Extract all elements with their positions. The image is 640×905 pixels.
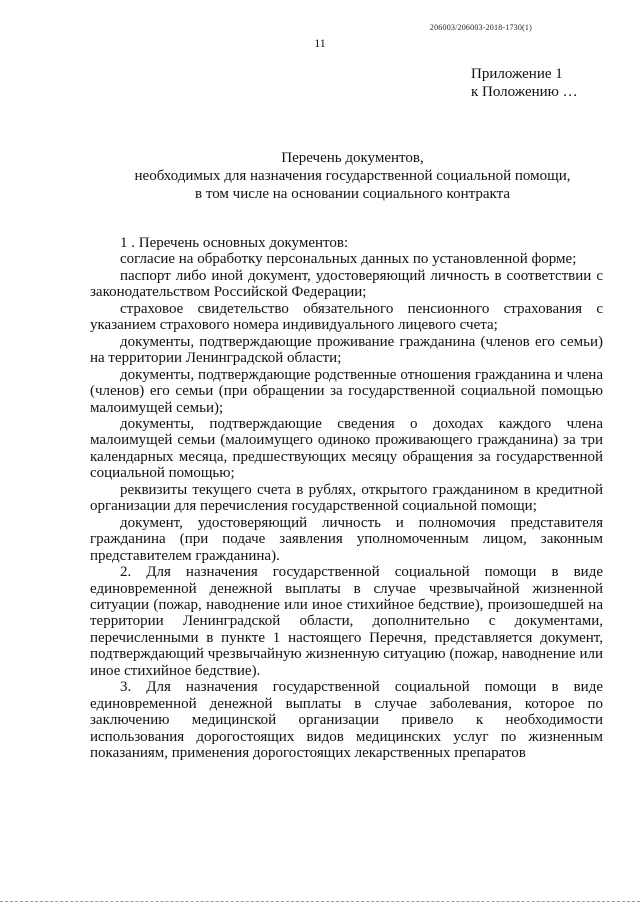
paragraph-consent: согласие на обработку персональных данных по установленной форме; [120, 251, 577, 268]
heading-line-3: в том числе на основании социального контракта [195, 186, 510, 202]
paragraph-residence-documents: документы, подтверждающие проживание гражданина (членов его семьи) на территории Ленинградской области; [90, 333, 603, 367]
paragraph-passport: паспорт либо иной документ, удостоверяющий личность в соответствии с законодательством Российской Федерации; [90, 267, 603, 301]
paragraph-section-1-title: 1 . Перечень основных документов: [120, 235, 349, 251]
page-number: 11 [314, 36, 326, 50]
document-heading [90, 149, 615, 203]
document-body [90, 235, 603, 762]
paragraph-bank-details: реквизиты текущего счета в рублях, открытого гражданином в кредитной организации для перечисления государственной социальной помощи; [90, 481, 603, 515]
heading-line-1: Перечень документов, [281, 150, 424, 166]
paragraph-family-relation-documents: документы, подтверждающие родственные отношения гражданина и члена (членов) его семьи (при обращении за государственной социальной помощью малоимущей семьи); [90, 366, 603, 416]
paragraph-insurance-certificate: страховое свидетельство обязательного пенсионного страхования с указанием страхового номера индивидуального лицевого счета; [90, 300, 603, 334]
paragraph-income-documents: документы, подтверждающие сведения о доходах каждого члена малоимущей семьи (малоимущего одиноко проживающего гражданина) за три календарных месяца, предшествующих месяцу обращения за государственной социальной помощью; [90, 415, 603, 482]
scan-bottom-edge [0, 901, 640, 902]
appendix-line-1: Приложение 1 [471, 66, 563, 82]
paragraph-section-3: 3. Для назначения государственной социальной помощи в виде единовременной денежной выплаты в случае заболевания, которое по заключению медицинской организации привело к необходимости использования дорогостоящих видов медицинских услуг по жизненным показаниям, применения дорогостоящих лекарственных препаратов [90, 679, 603, 762]
document-code: 206003/206003-2018-1730(1) [429, 23, 532, 32]
heading-line-2: необходимых для назначения государственной социальной помощи, [134, 168, 571, 184]
paragraph-representative-document: документ, удостоверяющий личность и полномочия представителя гражданина (при подаче заявления уполномоченным лицом, законным представителем гражданина). [90, 514, 603, 564]
appendix-line-2: к Положению … [471, 84, 578, 100]
appendix-reference [471, 65, 578, 101]
paragraph-section-2: 2. Для назначения государственной социальной помощи в виде единовременной денежной выплаты в случае чрезвычайной жизненной ситуации (пожар, наводнение или иное стихийное бедствие), произошедшей на территории Ленинградской области, дополнительно с документами, перечисленными в пункте 1 настоящего Перечня, представляется документ, подтверждающий чрезвычайную жизненную ситуацию (пожар, наводнение или иное стихийное бедствие). [90, 564, 603, 679]
